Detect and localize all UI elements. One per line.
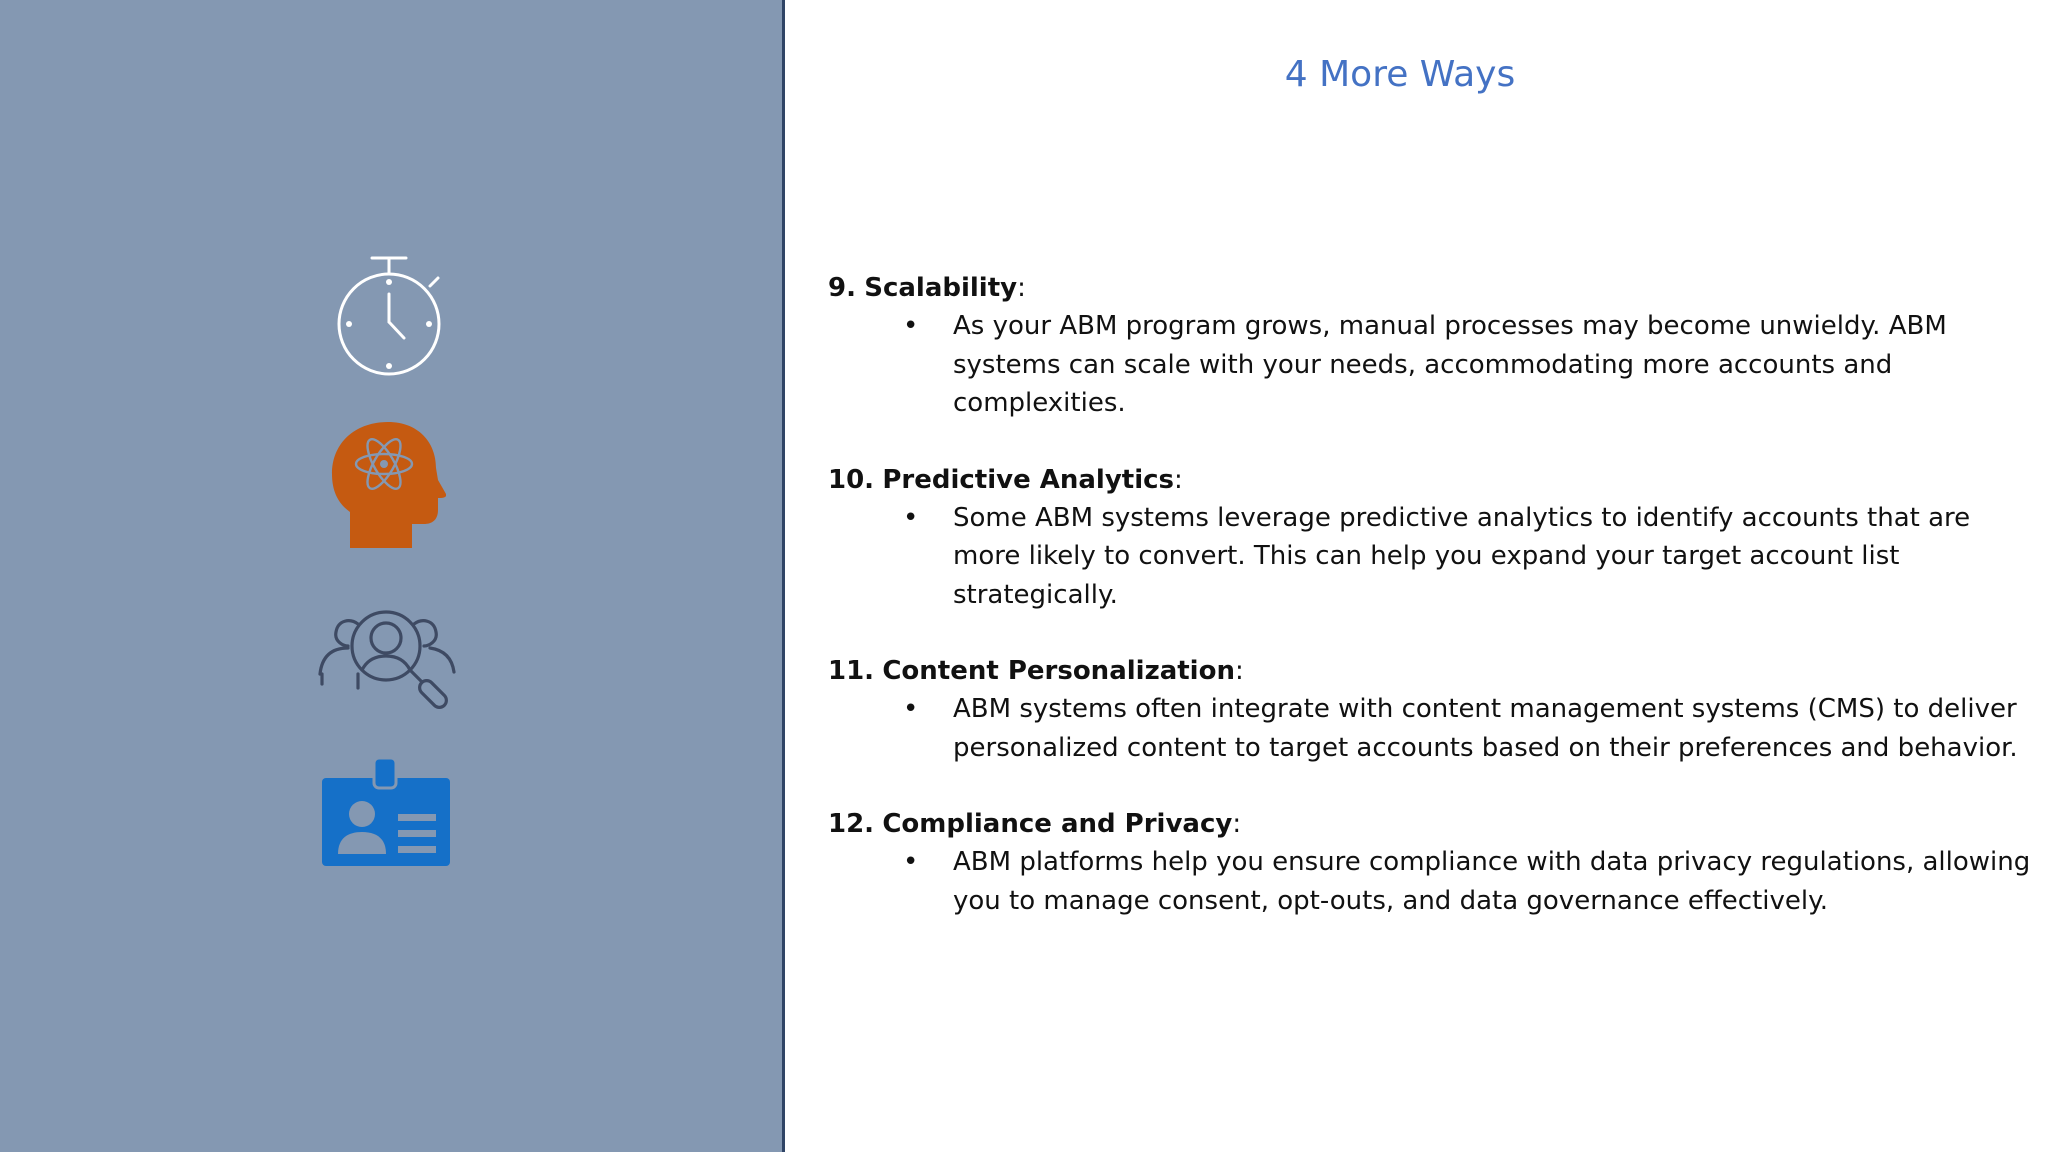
section-heading [828,806,2038,842]
section-name: Predictive Analytics [882,464,1175,495]
bullet-text: Some ABM systems leverage predictive analytics to identify accounts that are more likely to convert. This can help you expand your target account list strategically. [953,502,1971,610]
section-colon: : [1017,273,1026,303]
stopwatch-icon [334,254,450,376]
section-number: 9. [828,273,856,303]
bullet-item [828,690,2038,767]
icon-panel [0,0,785,1152]
bullet-item [828,307,2038,423]
section-heading [828,270,2038,306]
section-number: 10. [828,464,875,495]
head-atom-icon [330,420,446,550]
section-heading [828,462,2038,498]
bullet-icon: • [903,847,919,877]
section-number: 11. [828,656,875,686]
list-item [828,806,2038,920]
bullet-item [828,499,2038,615]
section-colon: : [1234,656,1244,686]
bullet-icon: • [903,694,919,724]
bullet-text: ABM systems often integrate with content management systems (CMS) to deliver personalized content to target accounts based on their preferences and behavior. [953,694,2018,763]
content-panel [788,0,2048,1152]
slide-title: 4 More Ways [1284,54,1516,95]
section-name: Compliance and Privacy [882,809,1233,839]
section-name: Scalability [864,273,1018,303]
bullet-text: As your ABM program grows, manual processes may become unwieldy. ABM systems can scale with your needs, accommodating more accounts and complexities. [953,311,1947,418]
section-name: Content Personalization [882,656,1235,686]
list-item [828,270,2038,423]
bullet-text: ABM platforms help you ensure compliance with data privacy regulations, allowing you to manage consent, opt-outs, and data governance effectively. [953,847,2031,916]
bullet-item [828,843,2038,920]
bullet-icon: • [903,311,919,341]
people-search-icon [318,608,458,714]
list-item [828,653,2038,767]
section-heading [828,653,2038,689]
list-item [828,462,2038,615]
section-colon: : [1232,809,1242,839]
ways-list [828,270,2038,959]
bullet-icon: • [903,502,919,533]
section-colon: : [1174,464,1183,495]
section-number: 12. [828,809,875,839]
id-badge-icon [322,758,452,868]
